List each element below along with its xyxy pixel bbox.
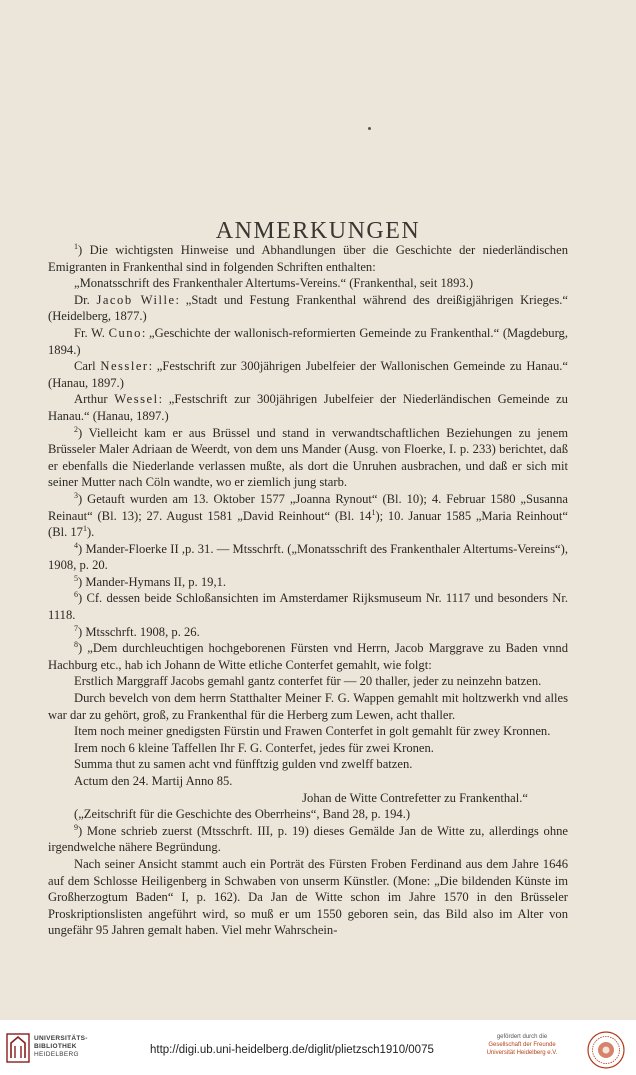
note-paragraph [48, 856, 568, 939]
note-paragraph [48, 756, 568, 773]
university-seal-icon [586, 1030, 626, 1070]
note-text: ) Cf. dessen beide Schloßansichten im Amsterdamer Rijksmuseum Nr. 1117 und besonders Nr. 1118. [48, 591, 568, 623]
note-paragraph [48, 491, 568, 541]
author-name: Cuno [108, 325, 142, 340]
note-paragraph [48, 292, 568, 325]
university-library-logo-icon [6, 1033, 30, 1063]
note-paragraph [48, 673, 568, 690]
footnote-marker: 3 [74, 490, 78, 500]
note-text: Summa thut zu samen acht vnd fünfftzig gulden vnd zwelff batzen. [74, 757, 413, 772]
note-paragraph [48, 790, 568, 807]
author-name: Nessler [100, 359, 149, 374]
note-text: : „Stadt und Festung Frankenthal während des dreißigjährigen Krieges.“ (Heidelberg, 1877.) [48, 292, 568, 324]
note-paragraph [48, 325, 568, 358]
note-paragraph [48, 574, 568, 591]
footnote-marker: 7 [74, 623, 78, 633]
footnote-marker: 8 [74, 640, 78, 650]
note-paragraph [48, 425, 568, 491]
note-text: Carl [74, 359, 101, 374]
note-text: ) Mander-Floerke II ,p. 31. — Mtsschrft. („Monatsschrift des Frankenthaler Altertums-Vereins“), 1908, p. 20. [48, 541, 568, 573]
note-paragraph [48, 242, 568, 275]
note-text: : „Festschrift zur 300jährigen Jubelfeier der Wallonischen Gemeinde zu Hanau.“ (Hanau, 1897.) [48, 359, 568, 390]
footnote-marker: 9 [74, 822, 78, 832]
note-paragraph [48, 624, 568, 641]
note-text: ) Mone schrieb zuerst (Mtsschrft. III, p. 19) dieses Gemälde Jan de Witte zu, allerdings ohne irgendwelche nähere Begründung. [48, 823, 568, 855]
note-paragraph [48, 740, 568, 757]
footnote-marker: 5 [74, 573, 78, 583]
note-text: Dr. [74, 292, 97, 307]
author-name: Wessel [114, 392, 159, 407]
note-paragraph [48, 690, 568, 723]
note-text: Durch bevelch von dem herrn Statthalter Meiner F. G. Wappen gemahlt mit holtzwerkh vnd alles war dar zu gehört, groß, zu Frankenthal für die Herberg zum Lewen, acht thaller. [48, 691, 568, 722]
note-text: Actum den 24. Martij Anno 85. [74, 774, 233, 788]
note-text: ) Vielleicht kam er aus Brüssel und stand in verwandtschaftlichen Beziehungen zu jenem Brüsseler Maler Adriaan de Weerdt, von dem uns Mander (Ausg. von Floerke, I. p. 233) berichtet, daß er ebenfalls die Niederlande verlassen mußte, als dort die Unruhen ausbrachen, und daß er sich mit seiner Mutter nach Cöln wandte, wo er ziemlich jung starb. [48, 425, 568, 490]
note-paragraph [48, 358, 568, 391]
note-paragraph [48, 823, 568, 856]
note-paragraph [48, 806, 568, 823]
note-text: Item noch meiner gnedigsten Fürstin und Frawen Conterfet in golt gemahlt für zwey Kronnen. [74, 724, 551, 739]
note-paragraph [48, 723, 568, 740]
note-text: Nach seiner Ansicht stammt auch ein Porträt des Fürsten Froben Ferdinand aus dem Jahre 1646 auf dem Schlosse Heiligenberg in Schwaben von unserm Künstler. (Mone: „Die bildenden Künste im Großherzogtum Baden“ I, p. 162). Da Jan de Witte schon im Jahre 1570 in den Brüsseler Proskriptionslisten angeführt wird, so muß er um 1550 geboren sein, das Bild also im Alter von ungefähr 95 Jahren gemalt haben. Viel mehr Wahrschein- [48, 856, 568, 938]
note-paragraph [48, 590, 568, 623]
footnote-marker: 6 [74, 590, 78, 600]
note-text: ) „Dem durchleuchtigen hochgeborenen Fürsten vnd Herrn, Jacob Marggrave zu Baden vnnd Hachburg etc., hab ich Johann de Witte etliche Conterfet gemahlt, wie folgt: [48, 641, 568, 672]
note-text: Fr. W. [74, 325, 109, 340]
note-text: Erstlich Marggraff Jacobs gemahl gantz conterfet für — 20 thaller, jeder zu neinzehn batzen. [74, 674, 542, 689]
note-text: („Zeitschrift für die Geschichte des Oberrheins“, Band 28, p. 194.) [74, 807, 411, 822]
footnote-marker: 1 [82, 523, 87, 533]
footnote-marker: 4 [74, 540, 78, 550]
ink-speck [368, 127, 371, 130]
note-text: : „Geschichte der wallonisch-reformierten Gemeinde zu Frankenthal.“ (Magdeburg, 1894.) [48, 325, 568, 357]
note-paragraph [48, 391, 568, 424]
sponsor-credit: gefördert durch die Gesellschaft der Freunde Universität Heidelberg e.V. [486, 1034, 558, 1056]
notes-body [48, 242, 568, 939]
library-name: UNIVERSITÄTS- BIBLIOTHEK HEIDELBERG [34, 1035, 88, 1058]
note-text: ); 10. Januar 1585 „Maria Reinhout“ (Bl. 17 [48, 508, 568, 540]
note-paragraph [48, 773, 568, 790]
note-paragraph [48, 275, 568, 292]
note-text: ). [86, 525, 95, 540]
author-name: Jacob Wille [96, 292, 176, 307]
digitization-footer [0, 1020, 636, 1075]
note-paragraph [48, 640, 568, 673]
source-url-link[interactable]: http://digi.ub.uni-heidelberg.de/diglit/plietzsch1910/0075 [150, 1044, 434, 1056]
note-text: Arthur [74, 392, 115, 407]
note-text: Irem noch 6 kleine Taffellen Ihr F. G. Conterfet, jedes für zwei Kronen. [74, 740, 434, 755]
note-text: ) Die wichtigsten Hinweise und Abhandlungen über die Geschichte der niederländischen Emigranten in Frankenthal sind in folgenden Schriften enthalten: [48, 243, 568, 274]
note-text: : „Festschrift zur 300jährigen Jubelfeier der Niederländischen Gemeinde zu Hanau.“ (Hanau, 1897.) [48, 392, 568, 423]
note-text: „Monatsschrift des Frankenthaler Altertums-Vereins.“ (Frankenthal, seit 1893.) [74, 276, 474, 291]
footnote-marker: 1 [74, 241, 78, 251]
footnote-marker: 2 [74, 424, 78, 434]
note-text: Johan de Witte Contrefetter zu Frankenthal.“ [302, 790, 528, 805]
note-text: ) Mtsschrft. 1908, p. 26. [78, 624, 200, 639]
note-text: ) Getauft wurden am 13. Oktober 1577 „Joanna Rynout“ (Bl. 10); 4. Februar 1580 „Susanna Reinaut“ (Bl. 13); 27. August 1581 „David Reinhout“ (Bl. 14 [48, 491, 568, 523]
note-paragraph [48, 541, 568, 574]
note-text: ) Mander-Hymans II, p. 19,1. [78, 574, 227, 589]
footnote-marker: 1 [371, 507, 376, 517]
page-title: ANMERKUNGEN [215, 218, 421, 245]
